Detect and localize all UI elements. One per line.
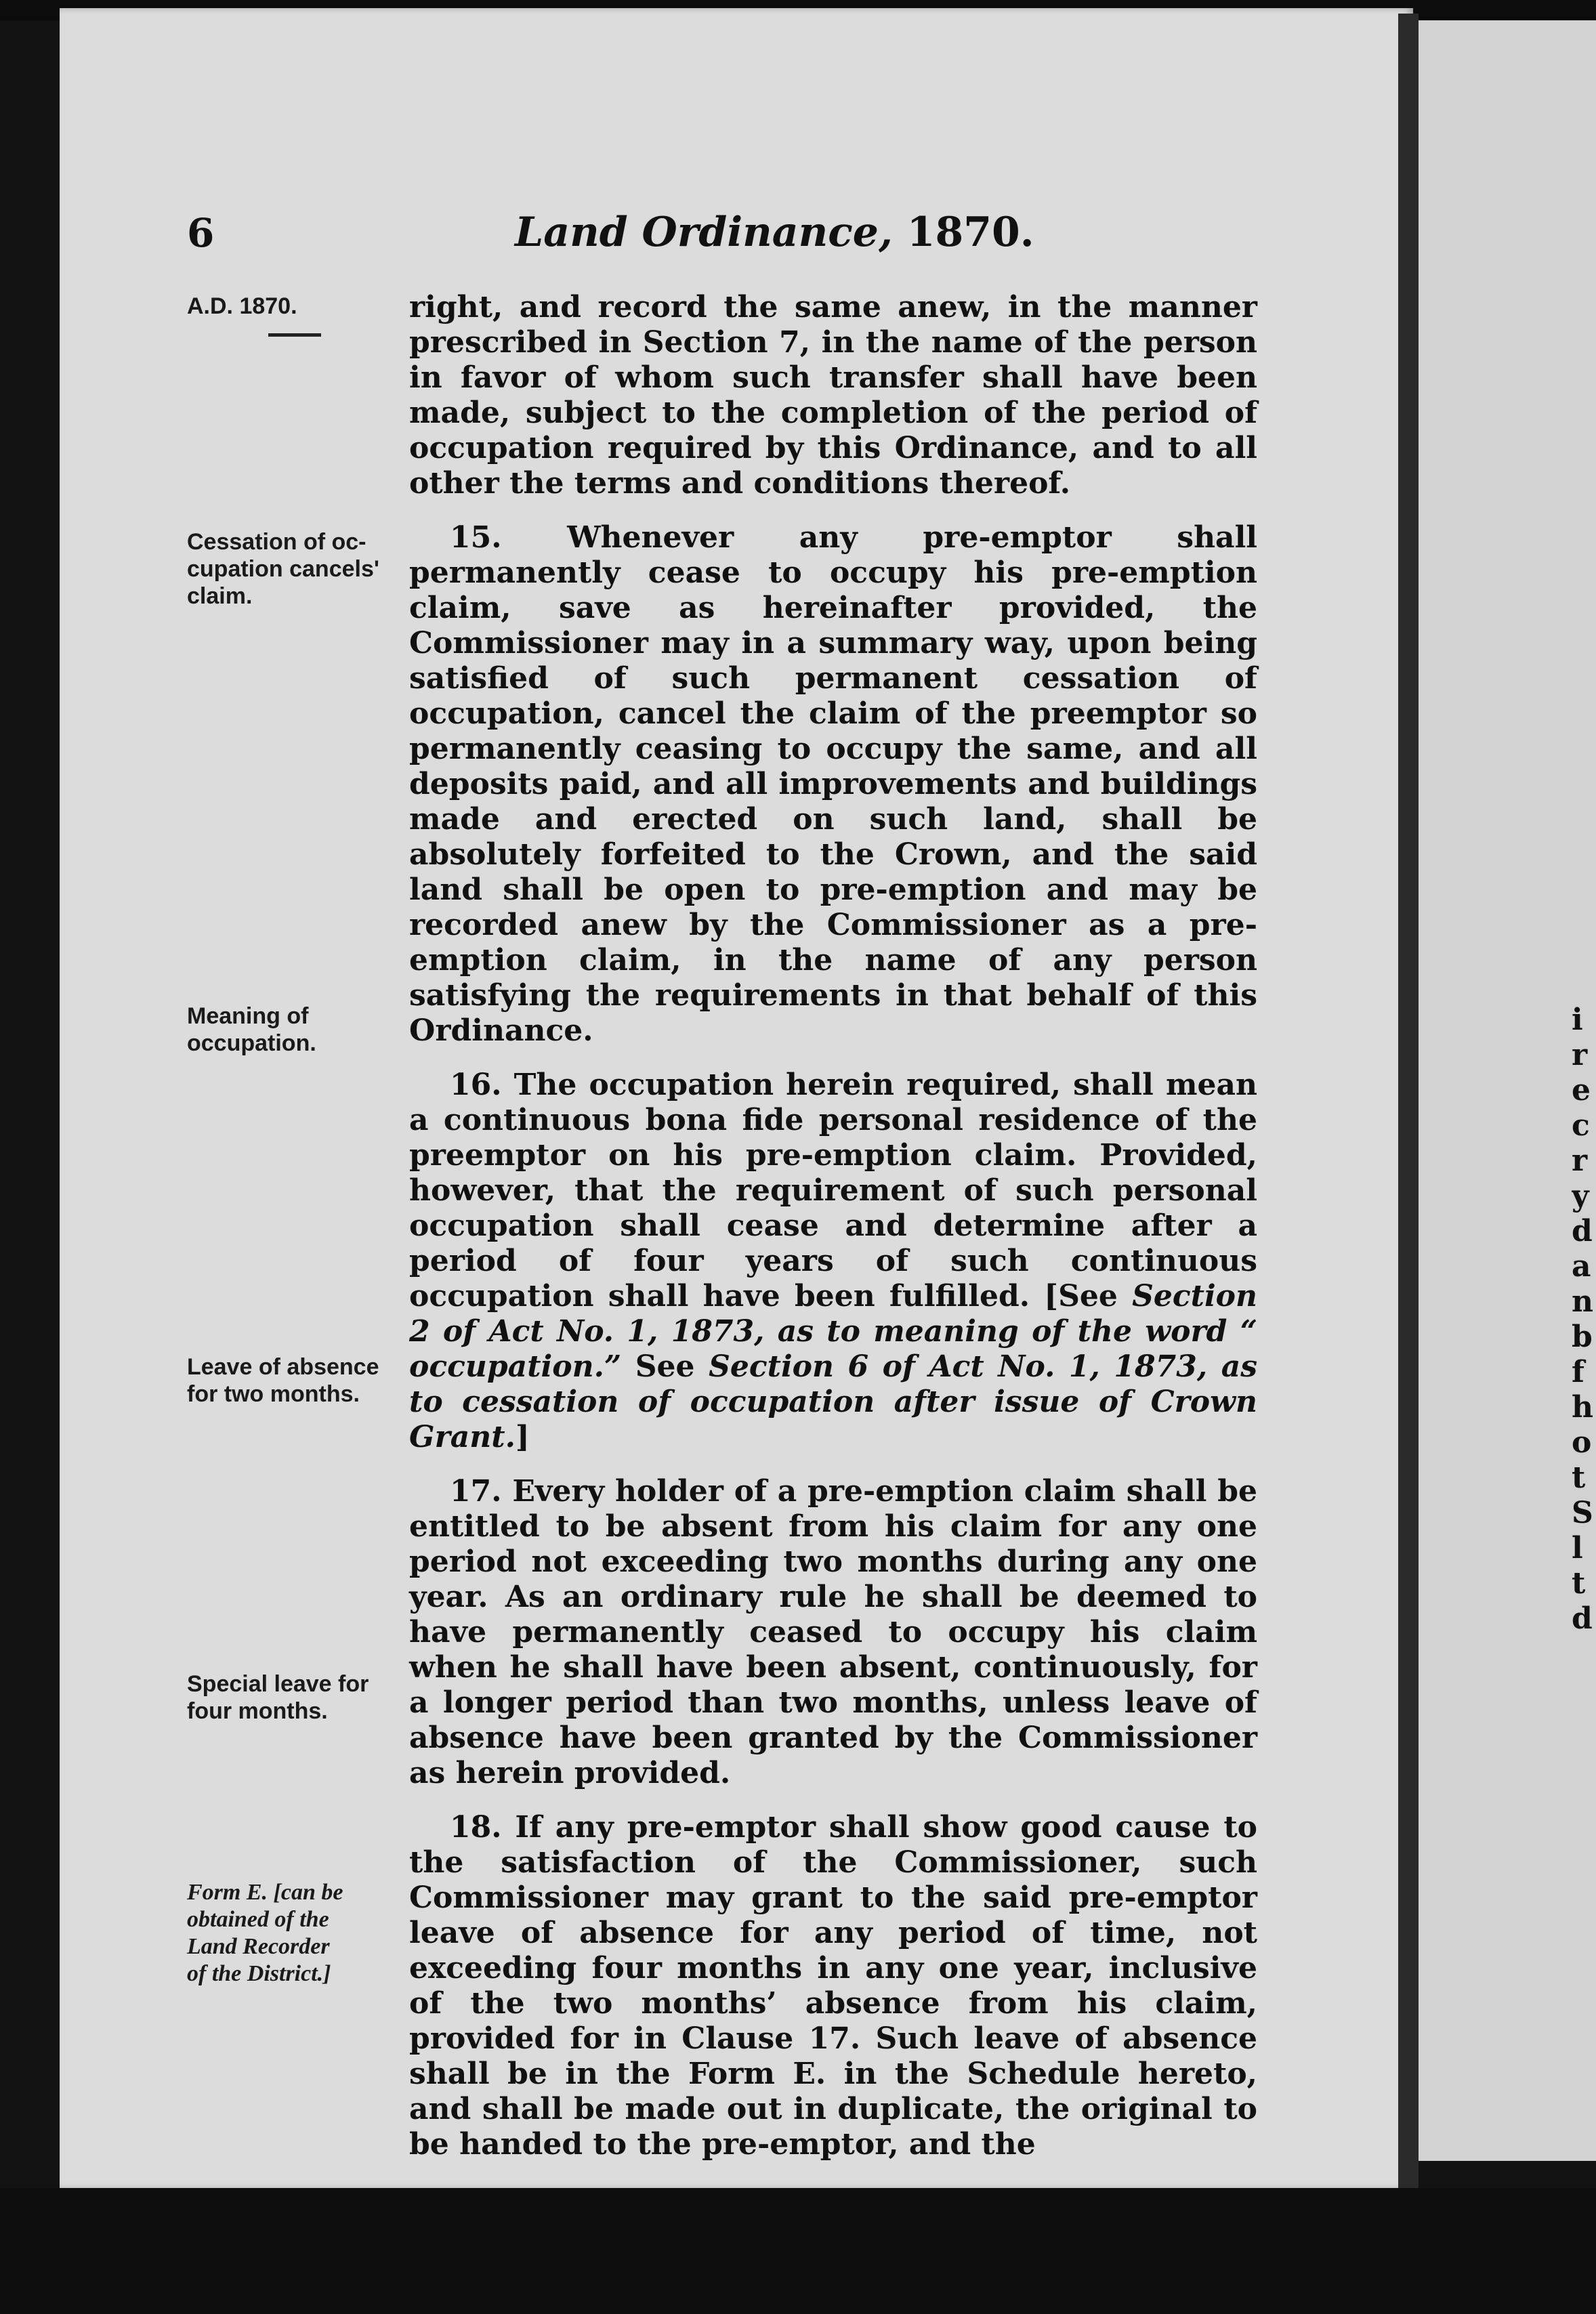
body-text [409, 290, 1257, 2181]
paragraph-15: 15. Whenever any pre-emptor shall permanently cease to occupy his pre-emption claim, save as hereinafter provided, the Commissioner may in a summary way, upon being satisfied of such permanent cessation of occupation, cancel the claim of the preemptor so permanently ceasing to occupy the same, and all deposits paid, and all improvements and buildings made and erected on such land, shall be absolutely forfeited to the Crown, and the said land shall be open to pre-emption and may be recorded anew by the Commissioner as a pre-emption claim, in the name of any person satisfying the requirements in that behalf of this Ordinance. [409, 520, 1257, 1048]
page-header [0, 203, 1596, 264]
paragraph-continuation: right, and record the same anew, in the manner prescribed in Section 7, in the name of the person in favor of whom such transfer shall have been made, subject to the completion of the period of occupation required by this Ordinance, and to all other the terms and conditions thereof. [409, 290, 1257, 501]
year-rule [268, 333, 321, 337]
margin-note-year: A.D. 1870. [187, 293, 297, 319]
note-open: [See [1044, 1279, 1118, 1313]
facing-page-fragment: i r e c r y d a n b f h o t S l t d [1572, 1003, 1593, 1636]
paragraph-18: 18. If any pre-emptor shall show good cause to the satisfaction of the Commissioner, such Commissioner may grant to the said pre-emptor leave of absence for any period of time, not exceeding four months in any one year, inclusive of the two months’ absence from his claim, provided for in Clause 17. Such leave of absence shall be in the Form E. in the Schedule hereto, and shall be made out in duplicate, the original to be handed to the pre-emptor, and the [409, 1810, 1257, 2162]
margin-note-special: Special leave for four months. [187, 1671, 369, 1724]
note-section-2: Section 2 of Act No. 1, 1873, as to meaning of the word “ occupation.” [409, 1279, 1258, 1384]
paragraph-16 [409, 1068, 1257, 1455]
margin-note-meaning: Meaning of occupation. [187, 1003, 316, 1056]
facing-page [1419, 20, 1596, 2161]
running-title-italic: Land Ordinance, [515, 209, 893, 256]
note-see: See [635, 1349, 695, 1384]
margin-note-cessation: Cessation of oc- cupation cancels' claim. [187, 529, 379, 609]
note-section-6: Section 6 of Act No. 1, 1873, as to cessation of occupation after issue of Crown Grant. [409, 1349, 1257, 1454]
paragraph-16-text: 16. The occupation herein required, shall mean a continuous bona fide personal residence of the preemptor on his pre-emption claim. Provided, however, that the requirement of such personal occupation shall cease and determine after a period of four years of such continuous occupation shall have been fulfilled. [409, 1068, 1257, 1313]
book-gutter [1398, 14, 1419, 2195]
note-close: ] [515, 1420, 530, 1454]
paragraph-17: 17. Every holder of a pre-emption claim shall be entitled to be absent from his claim for any one period not exceeding two months during any one year. As an ordinary rule he shall be deemed to have permanently ceased to occupy his claim when he shall have been absent, continuously, for a longer period than two months, unless leave of absence have been granted by the Commissioner as herein provided. [409, 1474, 1257, 1790]
margin-note-leave: Leave of absence for two months. [187, 1354, 379, 1407]
page-number: 6 [187, 210, 215, 256]
running-title [515, 209, 1034, 256]
running-title-year: 1870. [906, 209, 1034, 256]
scan-border-bottom [0, 2188, 1596, 2314]
margin-note-form-e: Form E. [can be obtained of the Land Recorder of the District.] [187, 1880, 343, 1986]
